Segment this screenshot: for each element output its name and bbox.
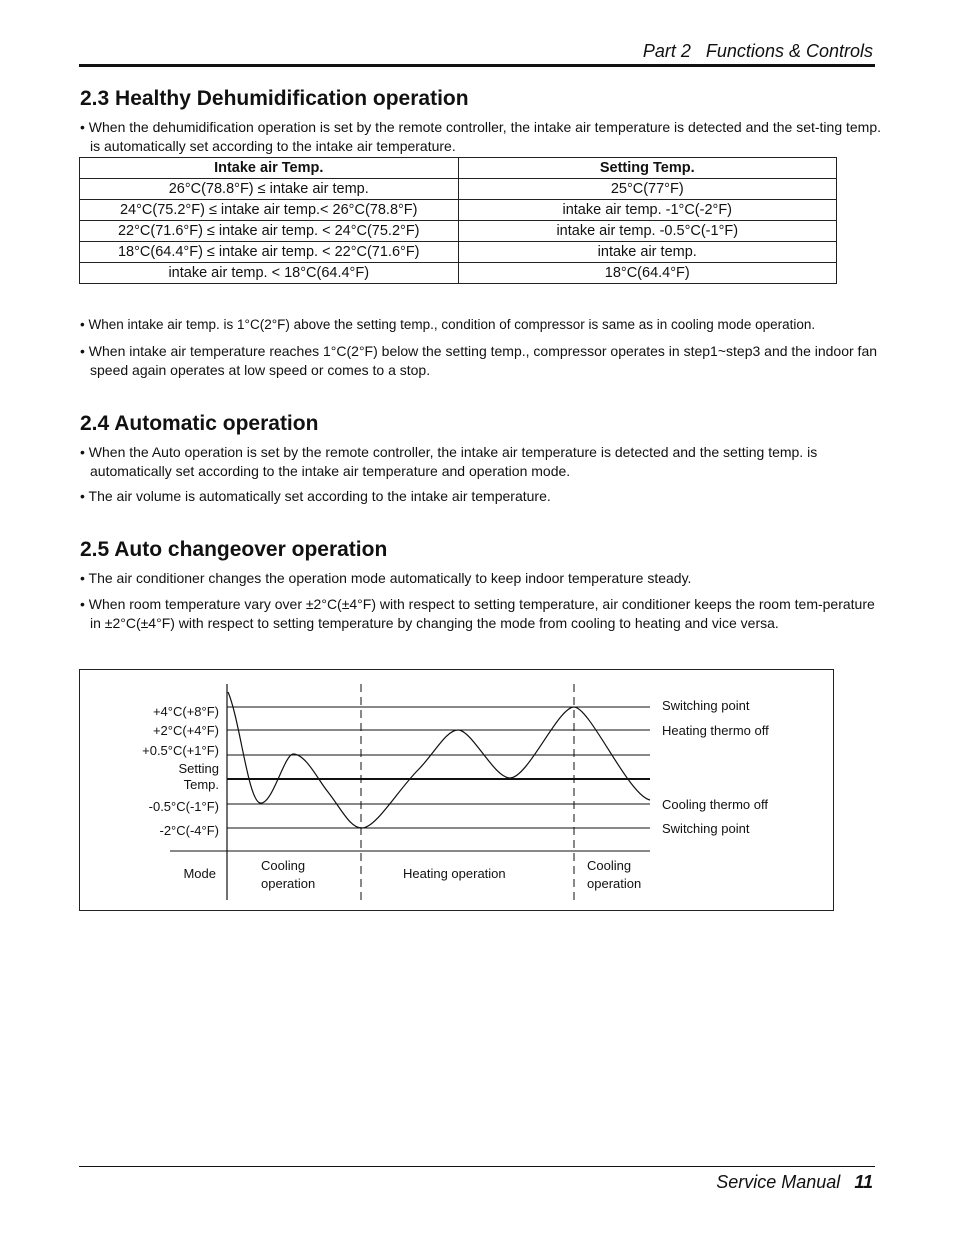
label-cool-off: Cooling thermo off bbox=[662, 797, 768, 812]
table-header: Intake air Temp. bbox=[80, 158, 459, 179]
header-rule bbox=[79, 64, 875, 67]
table-cell: intake air temp. < 18°C(64.4°F) bbox=[80, 263, 459, 284]
auto-changeover-diagram bbox=[79, 669, 834, 911]
table-row bbox=[80, 200, 837, 221]
changeover-diagram-svg bbox=[80, 670, 835, 912]
page-number: 11 bbox=[854, 1172, 873, 1192]
footer-rule bbox=[79, 1166, 875, 1167]
label-p05: +0.5°C(+1°F) bbox=[142, 743, 219, 758]
sec25-bullet-2: • When room temperature vary over ±2°C(±4°F) with respect to setting temperature, air conditioner keeps the room tem-perature in ±2°C(±4°F) with respect to setting temperature by changing the mode from cooling to heating and vice versa. bbox=[80, 596, 875, 631]
label-setting-2: Temp. bbox=[183, 777, 219, 792]
table-header: Setting Temp. bbox=[458, 158, 837, 179]
sec24-bullet-1: • When the Auto operation is set by the remote controller, the intake air temperature is detected and the setting temp. is automatically set according to the intake air temperature and operation mode. bbox=[80, 444, 818, 479]
label-switch-bottom: Switching point bbox=[662, 821, 750, 836]
sec23-bullet-3: • When intake air temperature reaches 1°C(2°F) below the setting temp., compressor operates in step1~step3 and the indoor fan speed again operates at low speed or comes to a stop. bbox=[80, 343, 878, 378]
table-row bbox=[80, 221, 837, 242]
label-cooling-2b: operation bbox=[587, 876, 642, 891]
label-m05: -0.5°C(-1°F) bbox=[148, 799, 219, 814]
label-cooling-1a: Cooling bbox=[261, 858, 306, 873]
section-title-2-5: 2.5 Auto changeover operation bbox=[80, 538, 388, 561]
section-title-2-3: 2.3 Healthy Dehumidification operation bbox=[80, 87, 469, 110]
table-cell: intake air temp. -0.5°C(-1°F) bbox=[458, 221, 837, 242]
table-row bbox=[80, 179, 837, 200]
page-footer bbox=[716, 1172, 873, 1193]
label-m2: -2°C(-4°F) bbox=[159, 823, 219, 838]
table-header-row bbox=[80, 158, 837, 179]
label-p2: +2°C(+4°F) bbox=[152, 723, 219, 738]
table-cell: 26°C(78.8°F) ≤ intake air temp. bbox=[80, 179, 459, 200]
temperature-curve bbox=[228, 692, 650, 828]
table-cell: 18°C(64.4°F) ≤ intake air temp. < 22°C(71.6°F) bbox=[80, 242, 459, 263]
table-cell: 24°C(75.2°F) ≤ intake air temp.< 26°C(78.8°F) bbox=[80, 200, 459, 221]
sec24-bullet-2: • The air volume is automatically set according to the intake air temperature. bbox=[80, 488, 551, 504]
label-p4: +4°C(+8°F) bbox=[152, 704, 219, 719]
sec23-bullet-1: • When the dehumidification operation is set by the remote controller, the intake air temperature is detected and the set-ting temp. is automatically set according to the intake air temperature. bbox=[80, 119, 882, 154]
sec23-bullet-2: • When intake air temp. is 1°C(2°F) above the setting temp., condition of compressor is same as in cooling mode operation. bbox=[80, 317, 816, 332]
section-title-2-4: 2.4 Automatic operation bbox=[80, 412, 319, 435]
dehumidification-table bbox=[79, 157, 837, 284]
table-cell: intake air temp. bbox=[458, 242, 837, 263]
sec25-bullet-1: • The air conditioner changes the operation mode automatically to keep indoor temperature steady. bbox=[80, 570, 692, 586]
running-header: Part 2 Functions & Controls bbox=[642, 41, 873, 61]
label-heating: Heating operation bbox=[403, 866, 506, 881]
label-heat-off: Heating thermo off bbox=[662, 723, 769, 738]
table-cell: intake air temp. -1°C(-2°F) bbox=[458, 200, 837, 221]
footer-manual: Service Manual bbox=[716, 1172, 841, 1192]
label-cooling-1b: operation bbox=[261, 876, 316, 891]
table-cell: 25°C(77°F) bbox=[458, 179, 837, 200]
table-row bbox=[80, 263, 837, 284]
table-cell: 22°C(71.6°F) ≤ intake air temp. < 24°C(75.2°F) bbox=[80, 221, 459, 242]
label-switch-top: Switching point bbox=[662, 698, 750, 713]
label-cooling-2a: Cooling bbox=[587, 858, 632, 873]
table-cell: 18°C(64.4°F) bbox=[458, 263, 837, 284]
table-row bbox=[80, 242, 837, 263]
label-mode: Mode bbox=[183, 866, 216, 881]
label-setting-1: Setting bbox=[178, 761, 219, 776]
